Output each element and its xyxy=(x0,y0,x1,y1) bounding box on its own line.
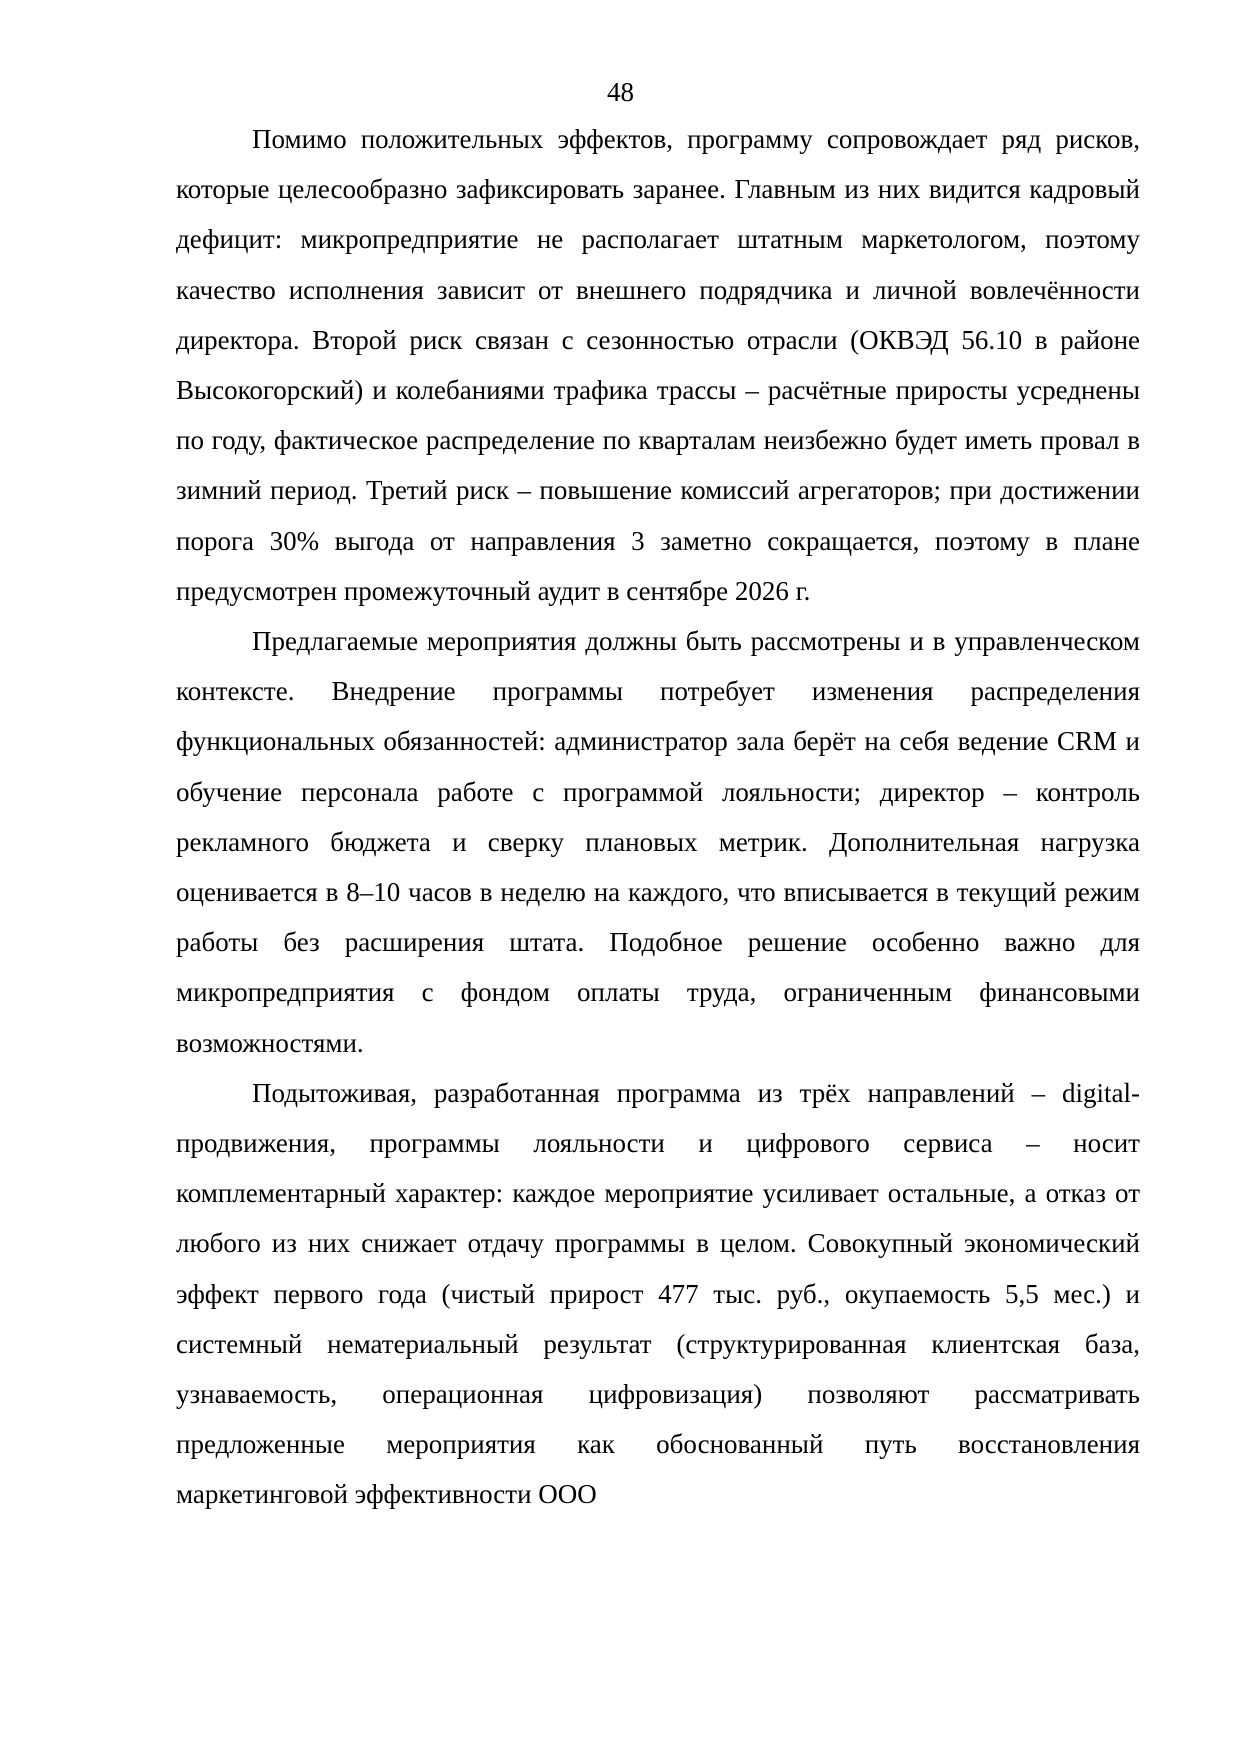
paragraph-management-context: Предлагаемые мероприятия должны быть рассмотрены и в управленческом контексте. Внедрение программы потребует изменения распределения функциональных обязанностей: администратор зала берёт на себя ведение CRM и обучение персонала работе с программой лояльности; директор – контроль рекламного бюджета и сверку плановых метрик. Дополнительная нагрузка оценивается в 8–10 часов в неделю на каждого, что вписывается в текущий режим работы без расширения штата. Подобное решение особенно важно для микропредприятия с фондом оплаты труда, ограниченным финансовыми возможностями. xyxy=(176,626,1140,1058)
body-text xyxy=(176,114,1140,1520)
paragraph-risks: Помимо положительных эффектов, программу сопровождает ряд рисков, которые целесообразно зафиксировать заранее. Главным из них видится кадровый дефицит: микропредприятие не располагает штатным маркетологом, поэтому качество исполнения зависит от внешнего подрядчика и личной вовлечённости директора. Второй риск связан с сезонностью отрасли (ОКВЭД 56.10 в районе Высокогорский) и колебаниями трафика трассы – расчётные приросты усреднены по году, фактическое распределение по кварталам неизбежно будет иметь провал в зимний период. Третий риск – повышение комиссий агрегаторов; при достижении порога 30% выгода от направления 3 заметно сокращается, поэтому в плане предусмотрен промежуточный аудит в сентябре 2026 г. xyxy=(176,124,1140,606)
paragraph-summary: Подытоживая, разработанная программа из трёх направлений – digital-продвижения, программы лояльности и цифрового сервиса – носит комплементарный характер: каждое мероприятие усиливает остальные, а отказ от любого из них снижает отдачу программы в целом. Совокупный экономический эффект первого года (чистый прирост 477 тыс. руб., окупаемость 5,5 мес.) и системный нематериальный результат (структурированная клиентская база, узнаваемость, операционная цифровизация) позволяют рассматривать предложенные мероприятия как обоснованный путь восстановления маркетинговой эффективности ООО xyxy=(176,1077,1140,1510)
page-number: 48 xyxy=(607,77,634,107)
